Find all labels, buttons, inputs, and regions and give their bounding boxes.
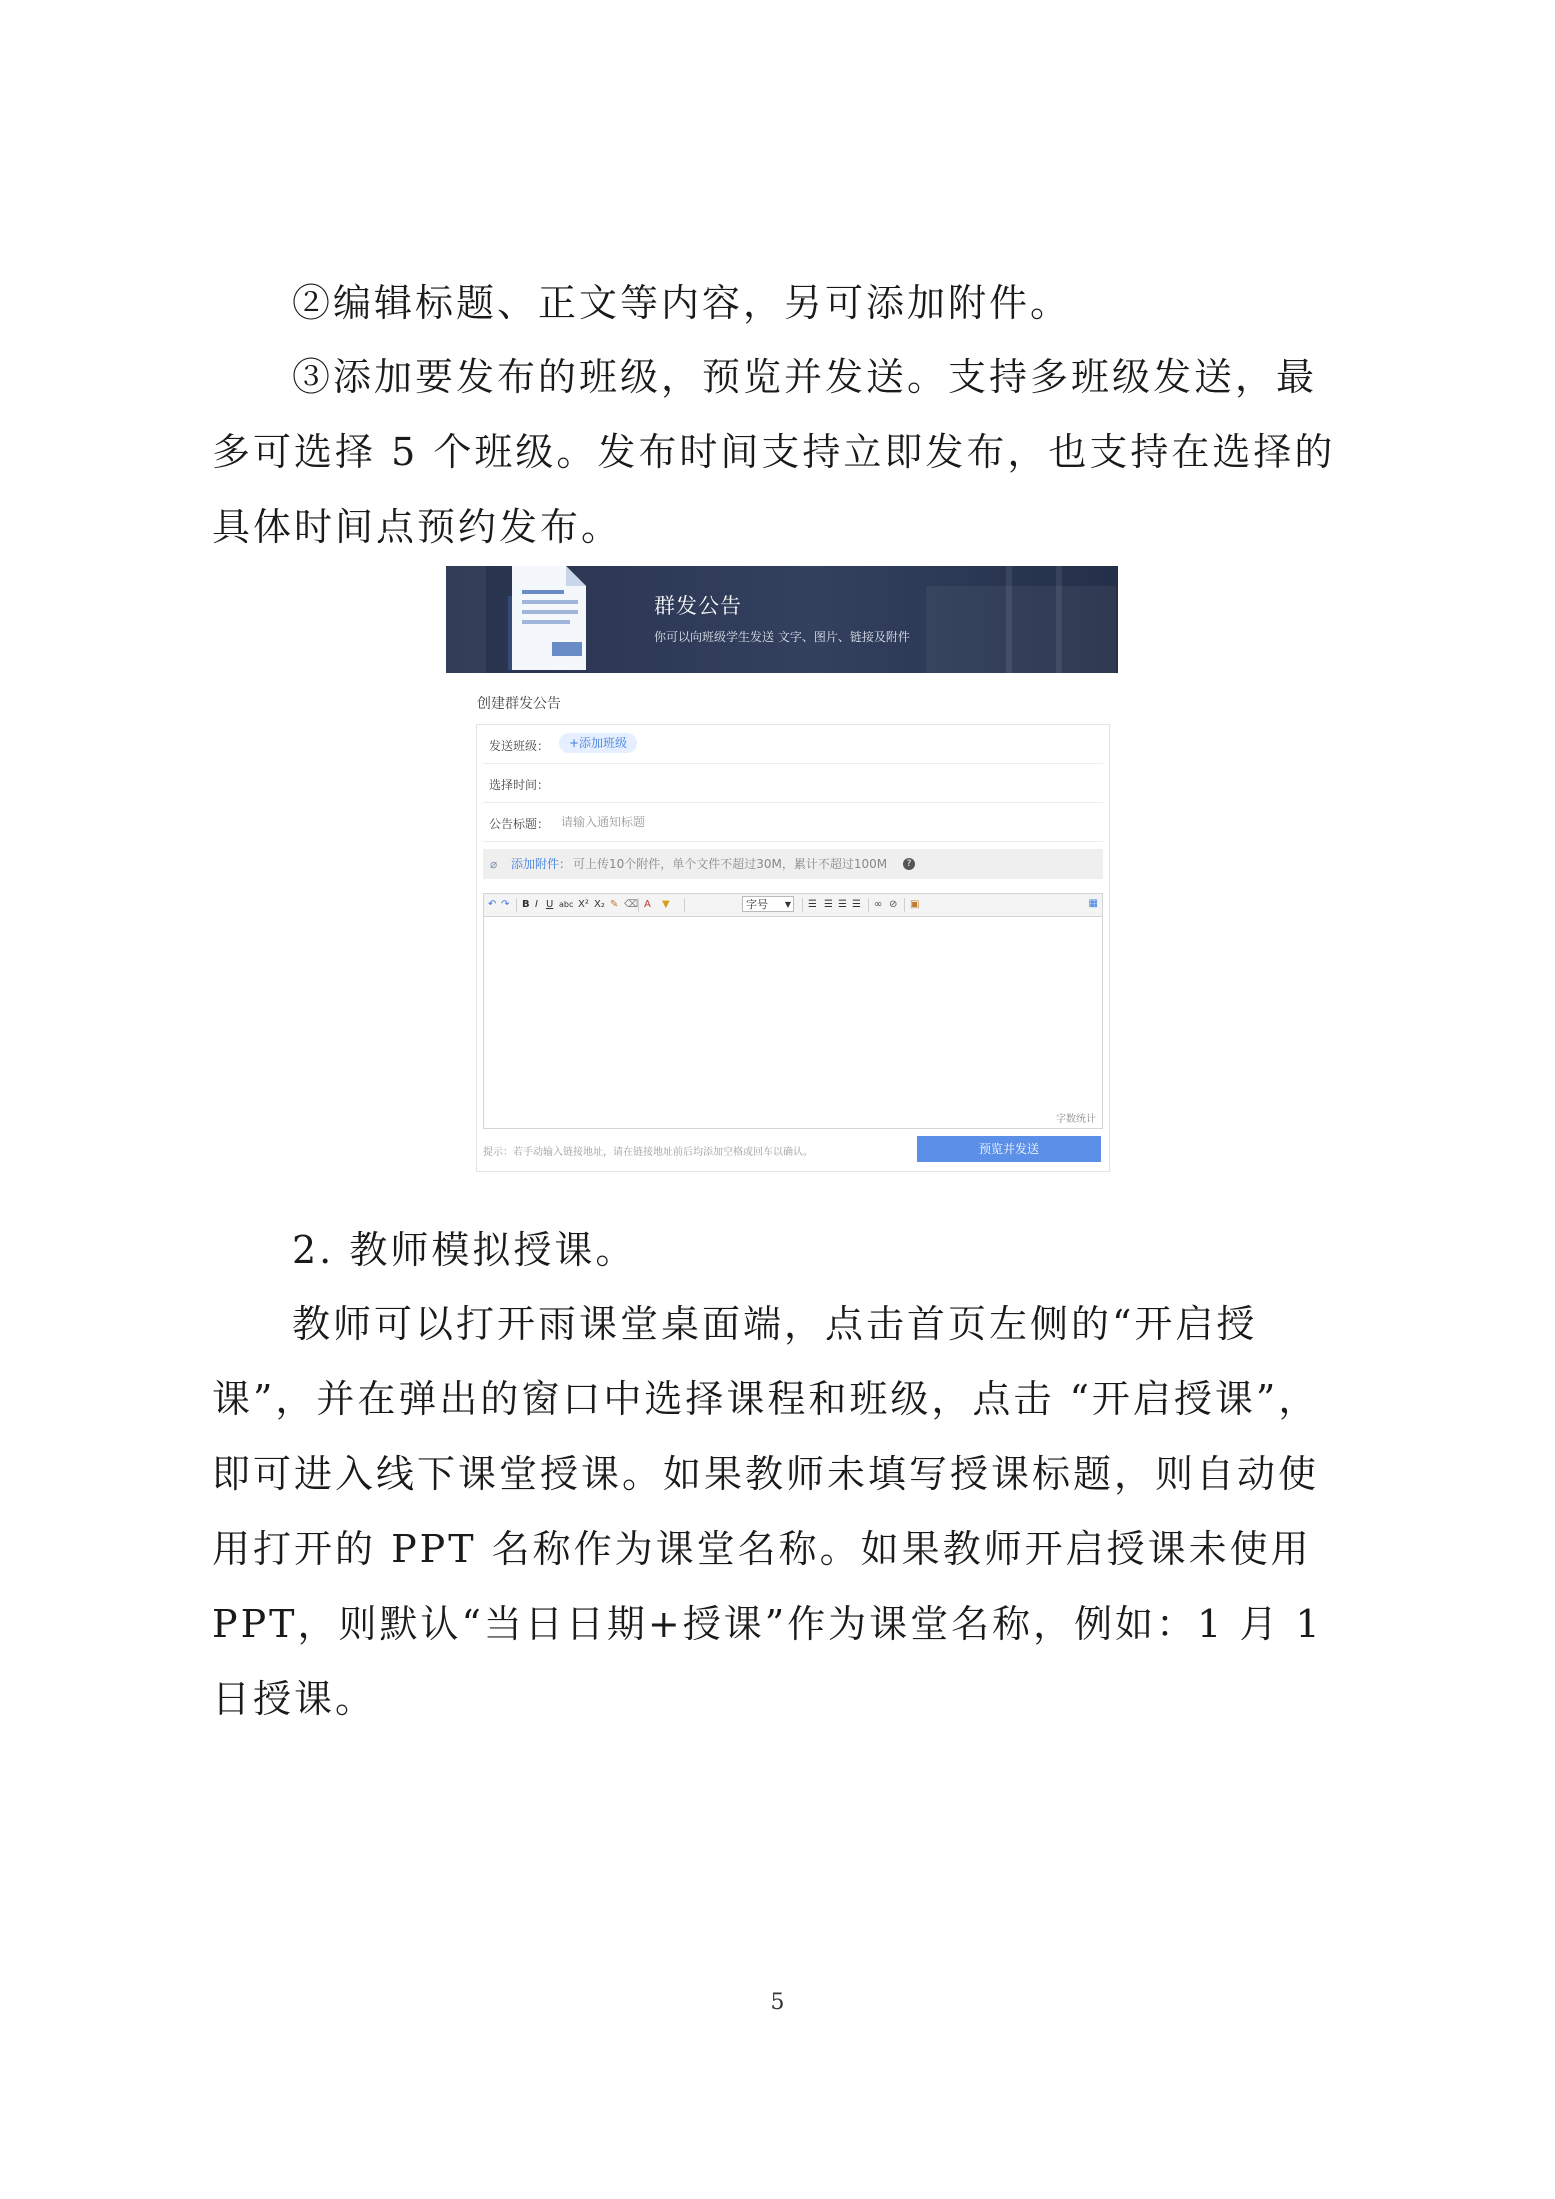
create-announcement-title: 创建群发公告 <box>477 696 561 712</box>
announcement-screenshot <box>446 566 1118 1174</box>
font-size-select[interactable] <box>742 896 794 912</box>
underline-button[interactable]: U <box>546 899 554 910</box>
toolbar-divider <box>868 898 869 912</box>
send-class-row <box>483 725 1103 764</box>
preview-send-button[interactable]: 预览并发送 <box>917 1136 1101 1162</box>
redo-icon[interactable]: ↷ <box>501 899 510 910</box>
link-input-tip: 提示：若手动输入链接地址，请在链接地址前后均添加空格或回车以确认。 <box>483 1147 813 1158</box>
attachment-hint: 可上传10个附件，单个文件不超过30M，累计不超过100M <box>573 857 888 871</box>
toolbar-divider <box>684 898 685 912</box>
undo-icon[interactable]: ↶ <box>488 899 497 910</box>
notice-title-input[interactable] <box>559 808 1083 836</box>
paragraph-start-teaching <box>212 1287 1352 1737</box>
toolbar-divider <box>904 898 905 912</box>
add-class-button[interactable]: +添加班级 <box>559 733 637 753</box>
announcement-form <box>476 724 1110 1172</box>
info-icon[interactable]: ? <box>903 858 915 870</box>
select-time-row[interactable] <box>483 764 1103 803</box>
fullscreen-icon[interactable]: ▦ <box>1088 898 1098 909</box>
strikethrough-button[interactable]: abc <box>559 900 574 909</box>
attachment-bar <box>483 849 1103 879</box>
highlight-icon[interactable]: ▼ <box>662 899 670 910</box>
paragraph-step-2 <box>212 266 1352 341</box>
select-time-label: 选择时间： <box>489 778 550 792</box>
format-brush-icon[interactable]: ✎ <box>610 899 619 910</box>
clear-format-icon[interactable]: ⌫ <box>624 899 639 910</box>
bold-button[interactable]: B <box>522 899 530 910</box>
banner-subtitle: 你可以向班级学生发送 文字、图片、链接及附件 <box>654 630 910 644</box>
image-icon[interactable]: ▣ <box>910 899 920 910</box>
italic-button[interactable]: I <box>535 899 538 910</box>
announcement-banner <box>446 566 1118 673</box>
paragraph-step-3-text: ③添加要发布的班级，预览并发送。支持多班级发送，最多可选择 5 个班级。发布时间支持立即发布，也支持在选择的具体时间点预约发布。 <box>212 355 1336 549</box>
page-number: 5 <box>770 1990 785 2015</box>
editor-content-area[interactable] <box>484 917 1102 1113</box>
rich-text-editor <box>483 893 1103 1129</box>
paragraph-step-2-text: ②编辑标题、正文等内容，另可添加附件。 <box>292 281 1072 325</box>
section-heading-teacher-simulation <box>212 1213 1352 1288</box>
toolbar-divider <box>516 898 517 912</box>
align-left-icon[interactable]: ☰ <box>808 899 817 910</box>
align-right-icon[interactable]: ☰ <box>838 899 847 910</box>
unlink-icon[interactable]: ⊘ <box>889 899 898 910</box>
chevron-down-icon: ▼ <box>784 900 791 909</box>
align-justify-icon[interactable]: ☰ <box>852 899 861 910</box>
paragraph-start-teaching-text: 教师可以打开雨课堂桌面端，点击首页左侧的“开启授课”，并在弹出的窗口中选择课程和班级，点击 “开启授课”，即可进入线下课堂授课。如果教师未填写授课标题，则自动使用打开的 PPT 名称作为课堂名称。如果教师开启授课未使用 PPT，则默认“当日日期+授课”作为课堂名称，例如：1 月 1 日授课。 <box>212 1302 1323 1721</box>
link-icon[interactable]: ∞ <box>874 899 883 910</box>
document-icon <box>508 566 590 670</box>
toolbar-divider <box>802 898 803 912</box>
editor-toolbar <box>484 894 1102 917</box>
align-center-icon[interactable]: ☰ <box>824 899 833 910</box>
notice-title-row <box>483 803 1103 842</box>
superscript-button[interactable]: X² <box>578 899 589 910</box>
toolbar-divider <box>638 898 639 912</box>
banner-title: 群发公告 <box>654 594 742 618</box>
add-attachment-link[interactable]: 添加附件： <box>511 857 572 871</box>
send-class-label: 发送班级： <box>489 739 550 753</box>
section-heading-text: 2. 教师模拟授课。 <box>292 1228 637 1272</box>
font-color-button[interactable]: A <box>644 899 651 910</box>
paperclip-icon: ⌀ <box>490 857 498 871</box>
word-count: 字数统计 <box>1056 1114 1096 1125</box>
paragraph-step-3 <box>212 340 1352 565</box>
font-size-value: 字号 <box>746 898 768 911</box>
notice-title-label: 公告标题： <box>489 817 550 831</box>
subscript-button[interactable]: X₂ <box>594 899 605 910</box>
